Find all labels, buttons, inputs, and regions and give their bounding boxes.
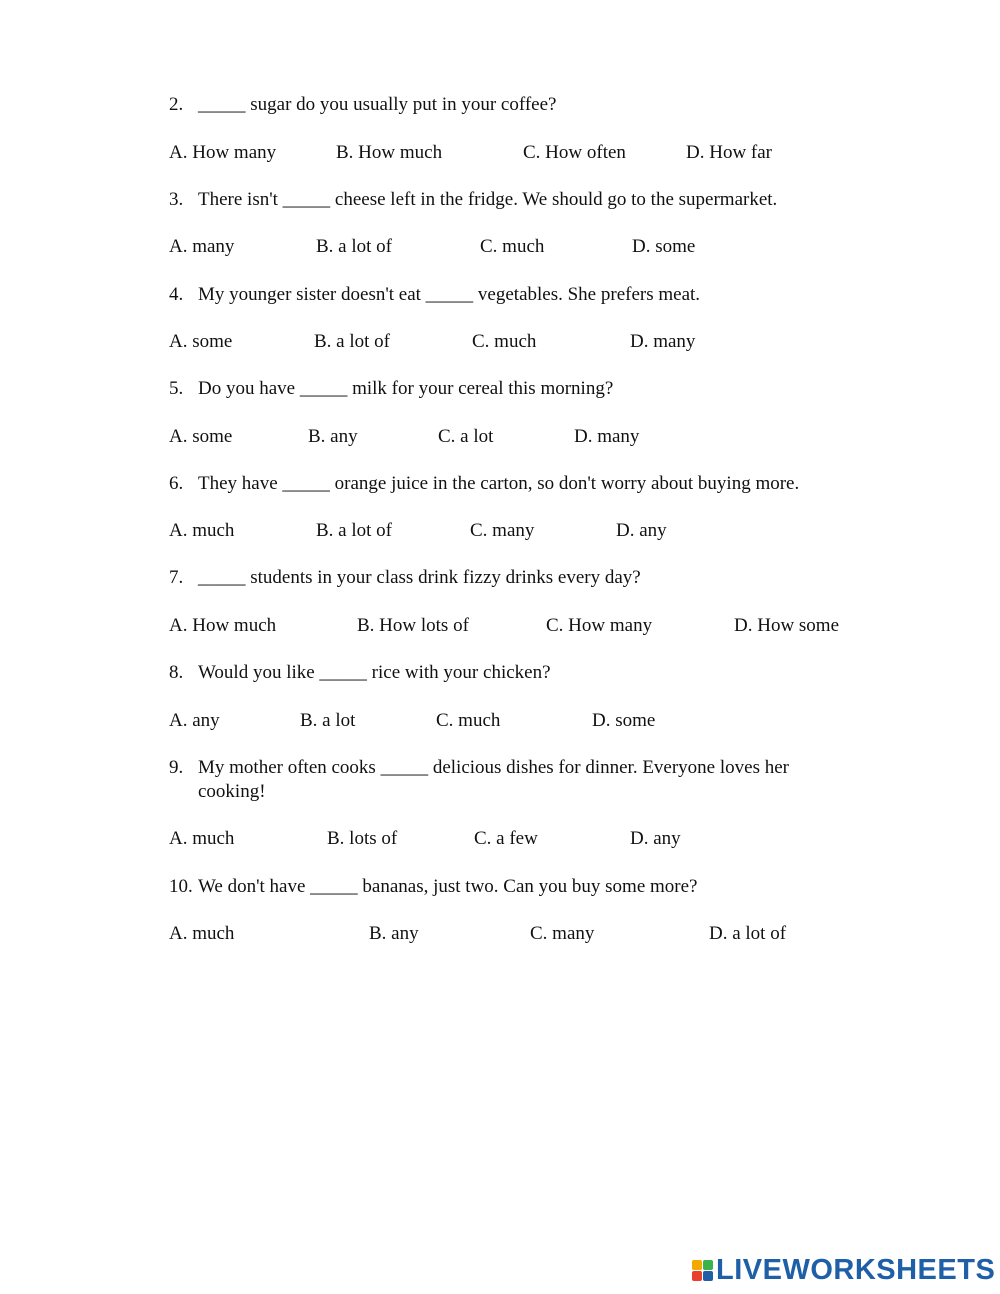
option-c[interactable]: C. much [472, 331, 537, 352]
question-number: 6. [169, 473, 184, 494]
option-b[interactable]: B. lots of [327, 828, 398, 849]
question-number: 5. [169, 378, 184, 399]
option-a[interactable]: A. any [169, 710, 220, 731]
question-number: 3. [169, 189, 184, 210]
question-number: 4. [169, 284, 184, 305]
question-text: We don't have _____ bananas, just two. Can you buy some more? [198, 876, 698, 897]
option-a[interactable]: A. How much [169, 615, 277, 636]
option-d[interactable]: D. some [592, 710, 656, 731]
question-text: There isn't _____ cheese left in the fridge. We should go to the supermarket. [198, 189, 778, 210]
option-c[interactable]: C. much [480, 236, 545, 257]
question-text: Do you have _____ milk for your cereal this morning? [198, 378, 614, 399]
option-a[interactable]: A. How many [169, 142, 277, 163]
question-text-continued: cooking! [198, 781, 266, 802]
option-d[interactable]: D. many [574, 426, 640, 447]
option-c[interactable]: C. a few [474, 828, 538, 849]
question-text: They have _____ orange juice in the carton, so don't worry about buying more. [198, 473, 800, 494]
option-d[interactable]: D. a lot of [709, 923, 787, 944]
question-number: 7. [169, 567, 184, 588]
question-number: 9. [169, 757, 184, 778]
option-a[interactable]: A. some [169, 426, 233, 447]
option-a[interactable]: A. much [169, 828, 235, 849]
option-d[interactable]: D. some [632, 236, 696, 257]
question-text: My mother often cooks _____ delicious dishes for dinner. Everyone loves her [198, 757, 789, 778]
option-a[interactable]: A. much [169, 520, 235, 541]
option-d[interactable]: D. any [616, 520, 667, 541]
option-b[interactable]: B. a lot of [314, 331, 390, 352]
liveworksheets-logo[interactable] [692, 1255, 995, 1285]
option-d[interactable]: D. many [630, 331, 696, 352]
option-c[interactable]: C. many [470, 520, 535, 541]
question-text: Would you like _____ rice with your chicken? [198, 662, 551, 683]
question-number: 10. [169, 876, 193, 897]
option-b[interactable]: B. a lot of [316, 236, 392, 257]
logo-blocks-icon [692, 1260, 713, 1281]
option-c[interactable]: C. How many [546, 615, 653, 636]
option-d[interactable]: D. any [630, 828, 681, 849]
option-c[interactable]: C. many [530, 923, 595, 944]
question-text: My younger sister doesn't eat _____ vegetables. She prefers meat. [198, 284, 701, 305]
option-b[interactable]: B. How lots of [357, 615, 469, 636]
question-text: _____ students in your class drink fizzy drinks every day? [198, 567, 641, 588]
option-b[interactable]: B. a lot of [316, 520, 392, 541]
option-c[interactable]: C. a lot [438, 426, 494, 447]
question-number: 2. [169, 94, 184, 115]
option-b[interactable]: B. any [369, 923, 419, 944]
option-b[interactable]: B. any [308, 426, 358, 447]
option-c[interactable]: C. How often [523, 142, 626, 163]
option-d[interactable]: D. How far [686, 142, 773, 163]
option-a[interactable]: A. much [169, 923, 235, 944]
question-text: _____ sugar do you usually put in your coffee? [198, 94, 557, 115]
option-c[interactable]: C. much [436, 710, 501, 731]
option-d[interactable]: D. How some [734, 615, 840, 636]
logo-text: LIVEWORKSHEETS [716, 1253, 996, 1286]
option-b[interactable]: B. How much [336, 142, 443, 163]
option-b[interactable]: B. a lot [300, 710, 356, 731]
question-number: 8. [169, 662, 184, 683]
option-a[interactable]: A. many [169, 236, 235, 257]
option-a[interactable]: A. some [169, 331, 233, 352]
